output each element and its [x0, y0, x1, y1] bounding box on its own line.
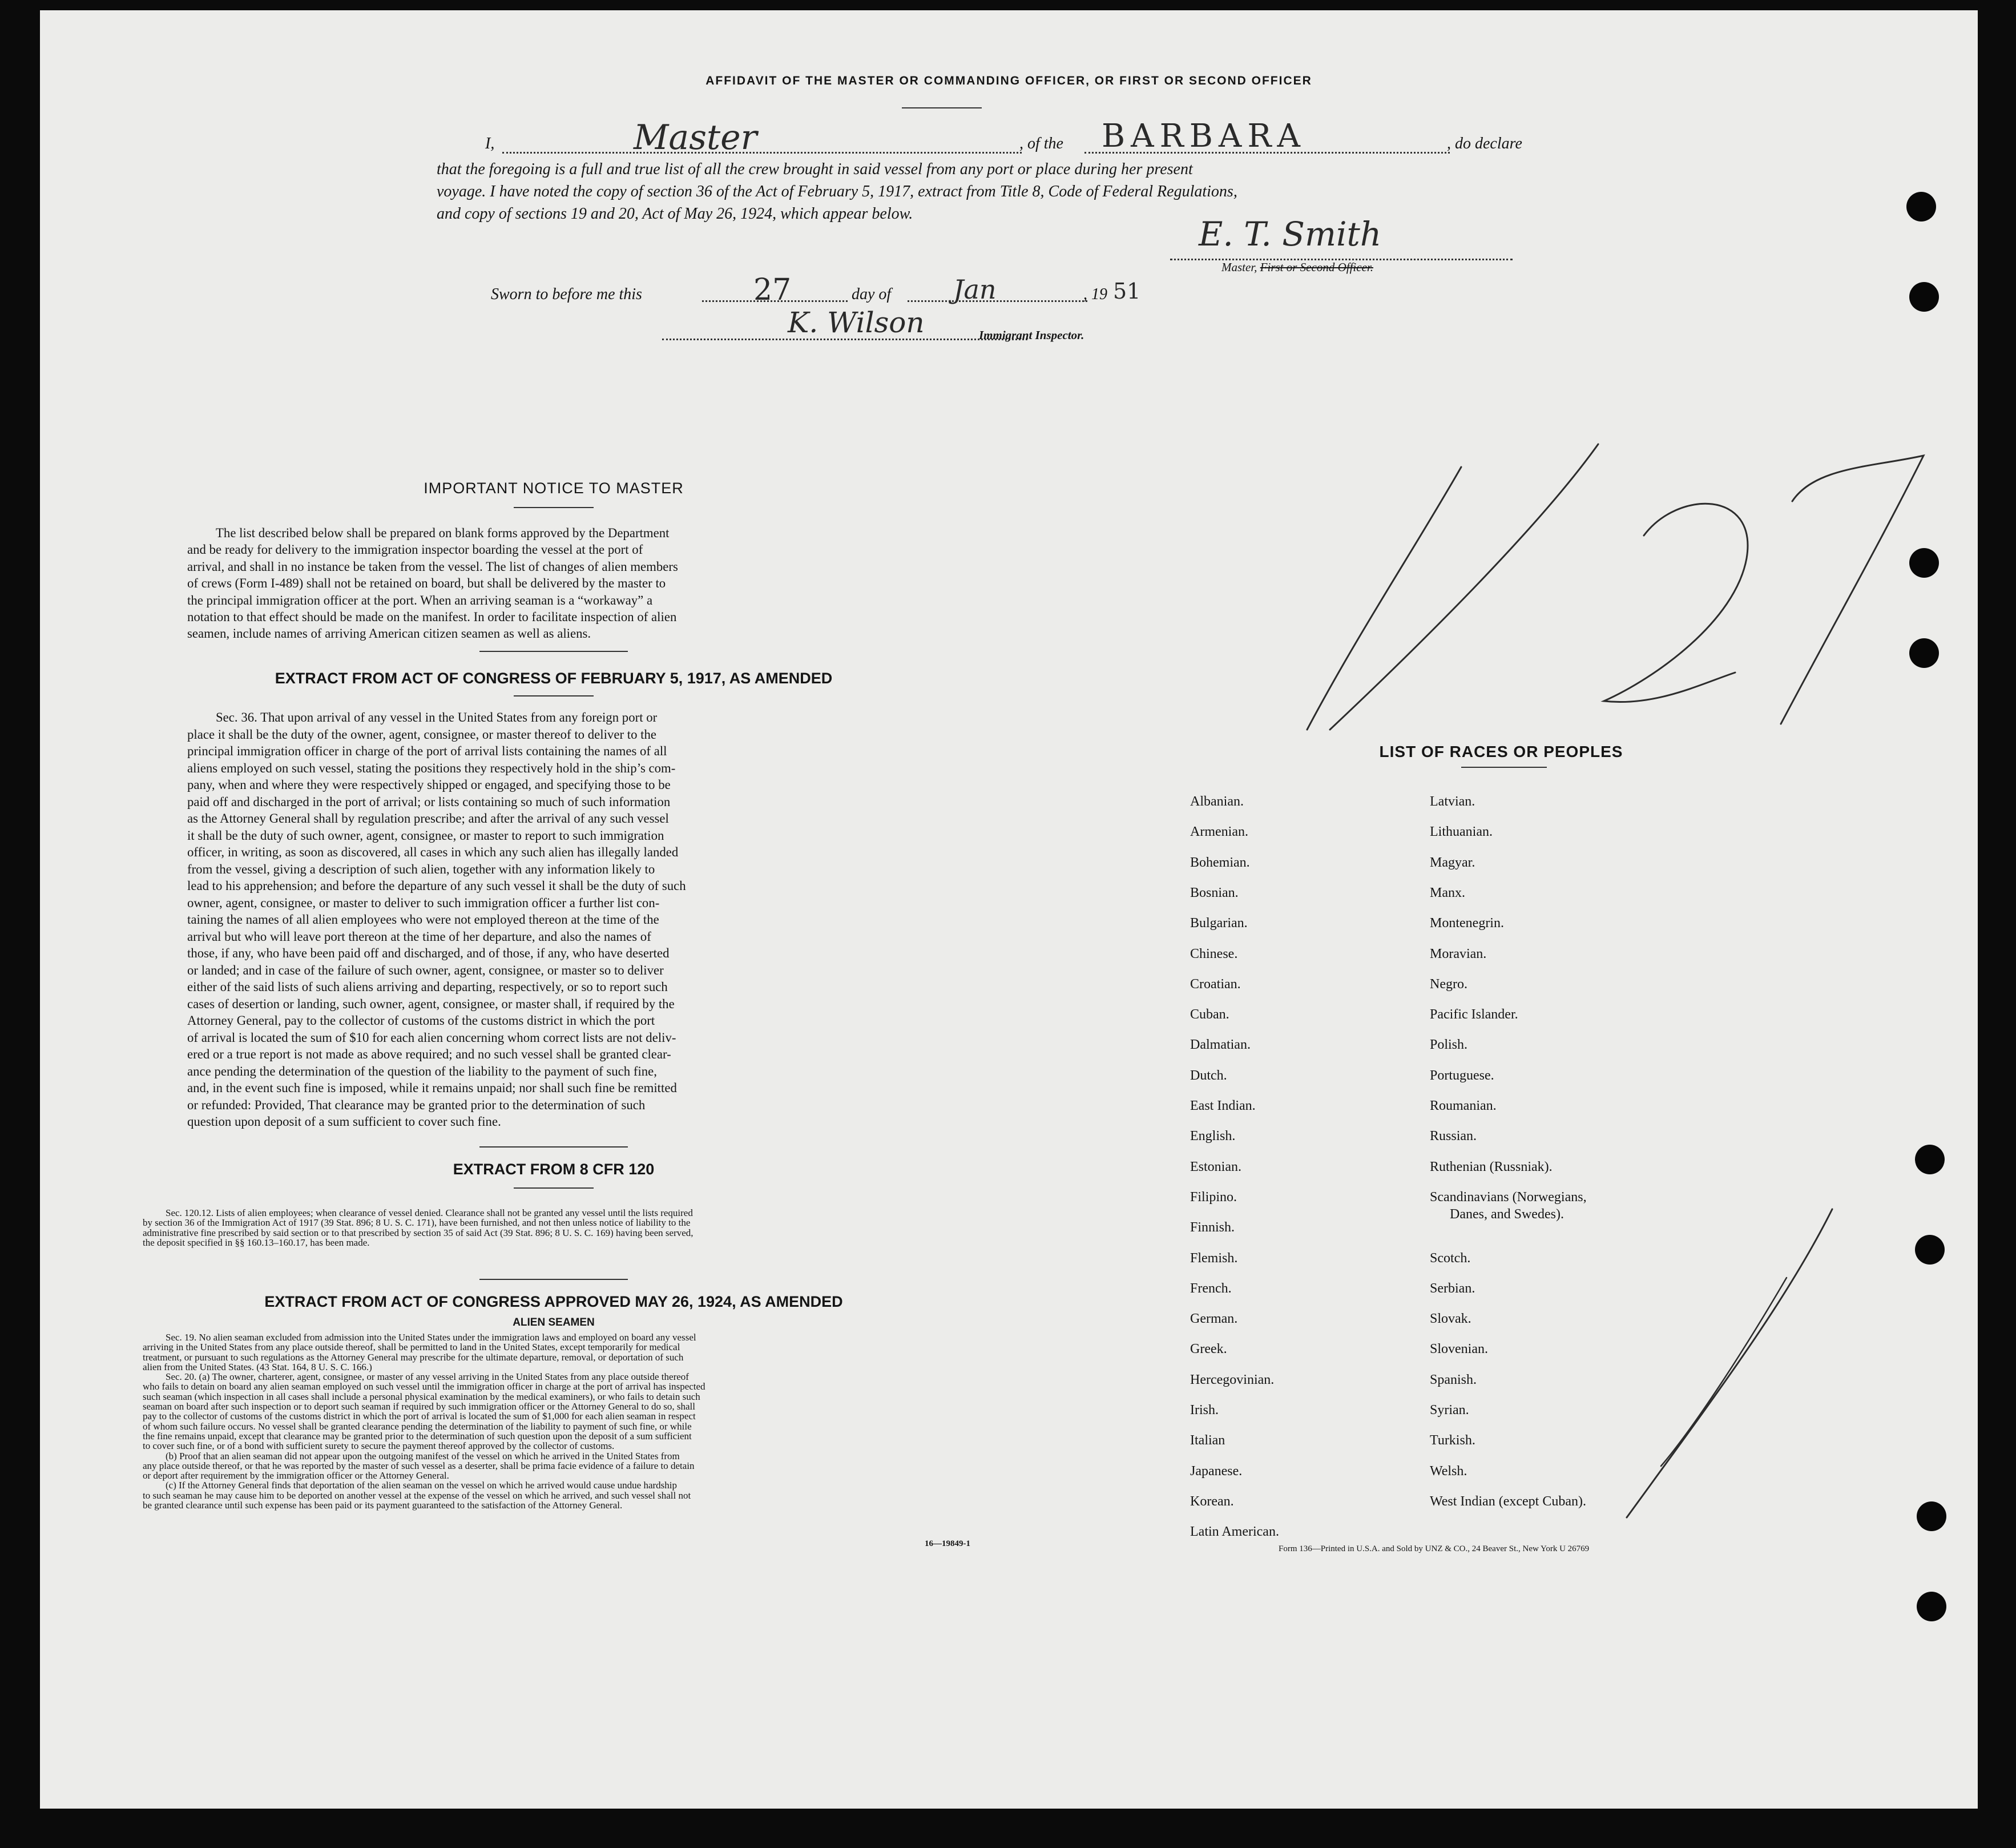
race-item: Irish. [1190, 1403, 1219, 1418]
check-slash-mark [1581, 1198, 1844, 1529]
handwritten-number [1244, 433, 1929, 752]
sec19-line: alien from the United States. (43 Stat. 164, 8 U. S. C. 166.) [143, 1361, 372, 1372]
race-item: Danes, and Swedes). [1450, 1206, 1564, 1222]
race-item: Flemish. [1190, 1250, 1238, 1266]
race-item: Finnish. [1190, 1220, 1235, 1235]
notice-line: seamen, include names of arriving American citizen seamen as well as aliens. [187, 626, 591, 641]
affidavit-line-4: and copy of sections 19 and 20, Act of May 26, 1924, which appear below. [437, 205, 913, 223]
affidavit-title: AFFIDAVIT OF THE MASTER OR COMMANDING OFFICER, OR FIRST OR SECOND OFFICER [705, 74, 1312, 87]
sec36-line: paid off and discharged in the port of arrival; or lists containing so much of such information [187, 794, 671, 809]
extract-1917-rule [514, 695, 594, 696]
sec36-line: Attorney General, pay to the collector of customs of the customs district in which the port [187, 1013, 655, 1028]
race-item: Magyar. [1430, 855, 1475, 870]
extract-1917-bottom-rule [479, 1146, 628, 1148]
signature-caption [1221, 260, 1373, 275]
race-item: Roumanian. [1430, 1098, 1497, 1113]
race-item: Armenian. [1190, 824, 1248, 840]
sec20c-line: (c) If the Attorney General finds that deportation of the alien seaman on the vessel on which he arrived would cause undue hardship [166, 1480, 677, 1491]
affidavit-line-2: that the foregoing is a full and true list of all the crew brought in said vessel from any port or place during her present [437, 160, 1193, 178]
punch-hole [1909, 282, 1939, 312]
cfr-line: the deposit specified in §§ 160.13–160.17, has been made. [143, 1237, 370, 1249]
vessel-name-handwritten: BARBARA [1102, 118, 1306, 155]
sec36-line: owner, agent, consignee, or master to deliver to such immigration officer a further list con- [187, 895, 660, 910]
sworn-prefix: Sworn to before me this [491, 285, 642, 303]
cfr-rule [514, 1187, 594, 1189]
race-item: Welsh. [1430, 1463, 1467, 1479]
footer-printer-line: Form 136—Printed in U.S.A. and Sold by UNZ & CO., 24 Beaver St., New York U 26769 [1279, 1544, 1590, 1553]
sec36-line: or landed; and in case of the failure of such owner, agent, consignee, or master so to deliver [187, 963, 664, 977]
notice-bottom-rule [479, 651, 628, 652]
extract-1917-title: EXTRACT FROM ACT OF CONGRESS OF FEBRUARY 5, 1917, AS AMENDED [275, 670, 833, 687]
race-item: East Indian. [1190, 1098, 1256, 1113]
sec20-line: seaman on board after such inspection or to deport such seaman if required by such immigration officer or the Attorney General to do so, shall [143, 1401, 695, 1412]
cfr-line: Sec. 120.12. Lists of alien employees; when clearance of vessel denied. Clearance shall not be granted any vessel until the lists required [166, 1207, 693, 1218]
sworn-month-handwritten: Jan [953, 274, 997, 305]
sec36-line: aliens employed on such vessel, stating the positions they respectively hold in the ship’s com- [187, 760, 676, 775]
race-item: Slovenian. [1430, 1342, 1488, 1357]
sec36-line: place it shall be the duty of the owner, agent, consignee, or master thereof to deliver to the [187, 727, 657, 742]
affidavit-i-label: I, [485, 135, 495, 152]
race-item: Pacific Islander. [1430, 1007, 1518, 1022]
race-item: Italian [1190, 1433, 1225, 1448]
notice-line: the principal immigration officer at the port. When an arriving seaman is a “workaway” a [187, 593, 653, 607]
title-underline [902, 107, 982, 108]
race-item: Scotch. [1430, 1250, 1471, 1266]
race-item: Montenegrin. [1430, 916, 1504, 931]
race-item: Syrian. [1430, 1403, 1469, 1418]
race-item: Slovak. [1430, 1311, 1471, 1327]
affidavit-line-3: voyage. I have noted the copy of section 36 of the Act of February 5, 1917, extract from Title 8, Code of Federal Regulations, [437, 183, 1237, 200]
sec36-line: question upon deposit of a sum sufficient to cover such fine. [187, 1114, 501, 1129]
sec36-line: as the Attorney General shall by regulation prescribe; and after the arrival of any such vessel [187, 811, 669, 826]
race-item: Dutch. [1190, 1068, 1227, 1083]
document-sheet [40, 10, 1978, 1809]
extract-1924-title: EXTRACT FROM ACT OF CONGRESS APPROVED MAY 26, 1924, AS AMENDED [264, 1293, 843, 1310]
race-item: Chinese. [1190, 946, 1238, 961]
race-item: Greek. [1190, 1342, 1227, 1357]
sec20b-line: (b) Proof that an alien seaman did not appear upon the outgoing manifest of the vessel on which he arrived in the United States from [166, 1450, 680, 1462]
race-item: Polish. [1430, 1037, 1468, 1053]
sec36-line: principal immigration officer in charge of the port of arrival lists containing the names of all [187, 744, 667, 758]
race-item: Scandinavians (Norwegians, [1430, 1189, 1587, 1205]
notice-rule [514, 507, 594, 508]
race-item: West Indian (except Cuban). [1430, 1493, 1586, 1509]
sec36-line: Sec. 36. That upon arrival of any vessel in the United States from any foreign port or [216, 710, 658, 724]
alien-seamen-subtitle: ALIEN SEAMEN [513, 1316, 595, 1328]
race-item: Croatian. [1190, 976, 1241, 992]
sec20-line: the fine remains unpaid, except that clearance may be granted prior to the determination of such question upon the deposit of a sum sufficient [143, 1430, 692, 1442]
do-declare-label: , do declare [1447, 135, 1522, 152]
sec36-line: from the vessel, giving a description of such alien, together with any information likely to [187, 861, 655, 876]
extract-1917-text [187, 709, 872, 1130]
inspector-caption: Immigrant Inspector. [979, 328, 1084, 342]
sec36-line: arrival but who will leave port thereon at the time of her departure, and also the names of [187, 929, 651, 944]
sec36-line: either of the said lists of such aliens arriving and departing, respectively, or so to report such [187, 980, 668, 994]
race-item: Hercegovinian. [1190, 1372, 1275, 1387]
race-item: English. [1190, 1129, 1236, 1144]
race-item: Korean. [1190, 1493, 1234, 1509]
notice-line: and be ready for delivery to the immigration inspector boarding the vessel at the port of [187, 542, 643, 557]
notice-line: notation to that effect should be made on the manifest. In order to facilitate inspection of alien [187, 610, 677, 625]
sec36-line: of arrival is located the sum of $10 for each alien concerning whom correct lists are not deliv- [187, 1030, 676, 1045]
race-item: Dalmatian. [1190, 1037, 1251, 1053]
race-item: Lithuanian. [1430, 824, 1493, 840]
sec36-line: lead to his apprehension; and before the departure of any such vessel it shall be the duty of such [187, 879, 686, 893]
sec20-line: to cover such fine, or of a bond with sufficient surety to secure the payment thereof approved by the collector of customs. [143, 1440, 615, 1452]
race-item: Moravian. [1430, 946, 1487, 961]
sec36-line: ered or a true report is not made as above required; and no such vessel shall be granted clear- [187, 1047, 671, 1061]
races-title: LIST OF RACES OR PEOPLES [1379, 743, 1623, 760]
punch-hole [1909, 638, 1939, 668]
sec20-line: who fails to detain on board any alien seaman employed on such vessel until the immigration officer in charge at the port of arrival has inspected [143, 1381, 705, 1392]
sec20b-line: any place outside thereof, or that he was reported by the master of such vessel as a deserter, shall be prima facie evidence of a failure to detain [143, 1460, 695, 1471]
of-the-label: , of the [1019, 135, 1063, 152]
sec20-line: Sec. 20. (a) The owner, charterer, agent, consignee, or master of any vessel arriving in the United States from any place outside thereof [166, 1371, 689, 1383]
notice-line: of crews (Form I-489) shall not be retained on board, but shall be delivered by the master to [187, 576, 666, 591]
sec36-line: officer, in writing, as soon as discovered, all cases in which any such alien has illegally landed [187, 845, 679, 859]
races-rule [1461, 767, 1547, 768]
sec20c-line: be granted clearance until such expense has been paid or its payment guaranteed to the satisfaction of the Attorney General. [143, 1500, 623, 1511]
year-handwritten: 51 [1113, 279, 1141, 304]
race-item: Albanian. [1190, 794, 1244, 809]
sec36-line: it shall be the duty of such owner, agent, consignee, or master to report to such immigration [187, 828, 664, 843]
master-name-line [502, 152, 1022, 154]
handwritten-number-strokes [1244, 433, 1929, 752]
race-item: Manx. [1430, 885, 1465, 900]
sworn-month-line [908, 300, 1087, 302]
race-item: Filipino. [1190, 1189, 1237, 1205]
race-item: Bohemian. [1190, 855, 1250, 870]
sig-caption-master: Master, [1221, 260, 1257, 274]
cfr-bottom-rule [479, 1279, 628, 1280]
extract-1924-text [143, 1332, 967, 1510]
sec20-line: of whom such failure occurs. No vessel shall be granted clearance pending the determination of the liability to payment of such fine, or while [143, 1420, 692, 1432]
sec36-line: ance pending the determination of the question of the liability to the payment of such fine, [187, 1064, 657, 1078]
inspector-signature: K. Wilson [788, 306, 925, 339]
punch-hole [1917, 1592, 1946, 1621]
sworn-day-handwritten: 27 [753, 273, 792, 307]
cfr-text [143, 1208, 967, 1248]
race-item: Russian. [1430, 1129, 1477, 1144]
sec19-line: Sec. 19. No alien seaman excluded from admission into the United States under the immigration laws and employed on board any vessel [166, 1332, 696, 1343]
sec20-line: pay to the collector of customs of the customs district in which the port of arrival is located the sum of $1,000 for each alien seaman in respect [143, 1411, 696, 1422]
sec20b-line: or deport after requirement by the immigration officer or the Attorney General. [143, 1470, 449, 1481]
race-item: Spanish. [1430, 1372, 1477, 1387]
master-name-handwritten: Master [634, 118, 757, 158]
race-item: Turkish. [1430, 1433, 1475, 1448]
punch-hole [1915, 1145, 1945, 1174]
cfr-line: by section 36 of the Immigration Act of 1917 (39 Stat. 896; 8 U. S. C. 171), have been furnished, and not then unless notice of liability to the [143, 1217, 691, 1229]
race-item: Estonian. [1190, 1159, 1241, 1174]
sec36-line: pany, when and where they were respectively shipped or engaged, and specifying those to be [187, 778, 671, 792]
race-item: Ruthenian (Russniak). [1430, 1159, 1553, 1174]
race-item: Latvian. [1430, 794, 1475, 809]
master-signature: E. T. Smith [1199, 215, 1382, 253]
race-item: Bosnian. [1190, 885, 1239, 900]
race-item: Negro. [1430, 976, 1467, 992]
sec20c-line: to such seaman he may cause him to be deported on another vessel at the expense of the vessel on which he arrived, and such vessel shall not [143, 1489, 691, 1501]
race-item: Japanese. [1190, 1463, 1243, 1479]
race-item: German. [1190, 1311, 1238, 1327]
cfr-line: administrative fine prescribed by said section or to that prescribed by section 35 of said Act (39 Stat. 896; 8 U. S. C. 169) having been served, [143, 1227, 693, 1238]
punch-hole [1909, 548, 1939, 578]
race-item: Cuban. [1190, 1007, 1229, 1022]
notice-line: The list described below shall be prepared on blank forms approved by the Department [216, 526, 670, 540]
punch-hole [1915, 1235, 1945, 1265]
day-of-label: day of [852, 285, 892, 303]
race-item: Portuguese. [1430, 1068, 1494, 1083]
punch-hole [1906, 192, 1936, 222]
cfr-title: EXTRACT FROM 8 CFR 120 [453, 1161, 655, 1178]
sig-caption-struck: First or Second Officer. [1260, 260, 1373, 274]
sec36-line: cases of desertion or landing, such owner, agent, consignee, or master shall, if required by the [187, 996, 675, 1011]
print-code: 16—19849-1 [925, 1539, 970, 1548]
race-item: Bulgarian. [1190, 916, 1248, 931]
race-item: Latin American. [1190, 1524, 1279, 1540]
notice-text [187, 525, 872, 642]
sec36-line: those, if any, who have been paid off and discharged, and of those, if any, who have deserted [187, 946, 670, 960]
notice-title: IMPORTANT NOTICE TO MASTER [424, 480, 684, 497]
sec36-line: taining the names of all alien employees who were not employed thereon at the time of the [187, 912, 659, 927]
punch-hole [1917, 1501, 1946, 1531]
sec19-line: arriving in the United States from any place outside thereof, shall be permitted to land in the United States, except temporarily for medical [143, 1342, 680, 1353]
year-printed: , 19 [1083, 285, 1107, 303]
notice-line: arrival, and shall in no instance be taken from the vessel. The list of changes of alien members [187, 559, 678, 574]
sec19-line: treatment, or pursuant to such regulations as the Attorney General may prescribe for the ultimate departure, removal, or deportation of such [143, 1351, 684, 1363]
race-item: Serbian. [1430, 1281, 1475, 1296]
sec36-line: and, in the event such fine is imposed, while it remains unpaid; nor shall such fine be remitted [187, 1081, 677, 1095]
sec20-line: such seaman (which inspection in all cases shall include a personal physical examination by the medical examiners), or who fails to detain such [143, 1391, 700, 1402]
sec36-line: or refunded: Provided, That clearance may be granted prior to the determination of such [187, 1097, 646, 1112]
race-item: French. [1190, 1281, 1232, 1296]
